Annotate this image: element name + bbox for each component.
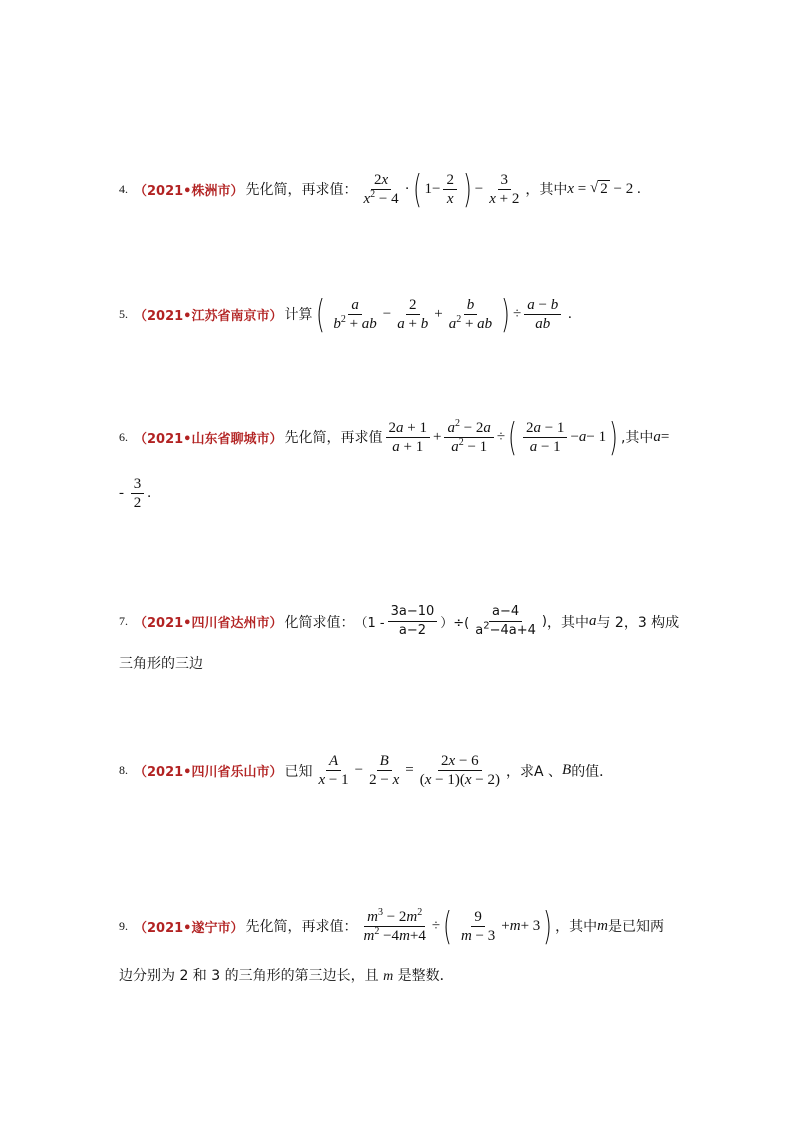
formula: （1 - $\frac{3a-10}{a-2}$ ）÷( $\frac{a-4}{a^2-4a+4}$ ) [354, 604, 547, 638]
problem-number: 8. [119, 763, 128, 777]
problem-text: 先化简，再求值： [245, 919, 358, 935]
formula-variable: B [562, 762, 572, 778]
problem-tail-2: 与 2，3 构成 [596, 614, 680, 631]
formula-variable: a [588, 613, 597, 629]
problem-7 [119, 603, 679, 640]
problem-4 [119, 167, 641, 211]
problem-source: （2021•遂宁市） [134, 920, 244, 936]
problem-tail: ，其中 [555, 919, 598, 935]
problem-number: 7. [119, 614, 128, 628]
formula: ( $\frac{a}{b^2 + ab}$ − $\frac{2}{a + b}$ + $\frac{b}{a^2 + ab}$ ) ÷ $\frac{a - b}{ab}$ . [315, 292, 572, 336]
problem-source: （2021•四川省乐山市） [134, 765, 283, 780]
formula-variable: a = [653, 428, 670, 445]
formula-variable: m [597, 917, 608, 934]
problem-7-continued: 三角形的三边 [119, 656, 203, 672]
formula: $\frac{2x}{x^2 - 4}$ · ( 1− $\frac{2}{x}$ ) − $\frac{3}{x + 2}$ [363, 167, 520, 211]
problem-number: 4. [119, 181, 128, 196]
problem-tail: ,其中 [620, 430, 654, 446]
problem-source: （2021•四川省达州市） [134, 616, 283, 631]
problem-tail: ，求A 、 [505, 763, 563, 780]
continued-text-2: 是整数． [393, 968, 454, 984]
formula: $\frac{2a + 1}{a + 1}$ + $\frac{a^2 - 2a}{a^2 - 1}$ ÷ ( $\frac{2a - 1}{a - 1}$ − a − 1 ) [383, 418, 621, 456]
problem-8 [119, 752, 613, 789]
problem-tail-2: 是已知两 [607, 919, 664, 935]
problem-5 [119, 292, 572, 336]
problem-number: 9. [119, 918, 128, 933]
problem-text: 先化简，再求值： [245, 182, 358, 198]
problem-6 [119, 415, 670, 459]
problem-source: （2021•株洲市） [134, 183, 244, 199]
formula: $\frac{A}{x - 1}$ − $\frac{B}{2 - x}$ = $\frac{2x - 6}{(x - 1)(x - 2)}$ [318, 753, 500, 788]
problem-source: （2021•江苏省南京市） [134, 308, 283, 324]
problem-number: 5. [119, 306, 128, 321]
problem-9 [119, 904, 664, 948]
formula-value: - $\frac{3}{2}$ . [119, 476, 151, 511]
problem-text: 已知 [284, 763, 313, 780]
problem-number: 6. [119, 429, 128, 444]
problem-9-continued [119, 965, 454, 985]
problem-text: 化简求值： [284, 614, 355, 631]
formula: $\frac{m^3 - 2m^2}{m^2 -4m+4}$ ÷ ( $\frac{9}{m - 3}$ + m + 3 ) [363, 904, 553, 948]
problem-6-continued [119, 475, 151, 512]
problem-text: 先化简，再求值 [284, 430, 383, 446]
problem-tail-2: 的值． [571, 763, 614, 780]
formula-condition: x = √ 2 − 2 . [567, 180, 641, 197]
problem-text: 计算 [284, 307, 313, 323]
problem-tail: ，其中 [546, 614, 589, 631]
problem-tail: ，其中 [525, 182, 568, 198]
continued-text: 边分别为 2 和 3 的三角形的第三边长，且 [119, 968, 384, 984]
problem-source: （2021•山东省聊城市） [134, 431, 283, 447]
formula-variable: m [383, 969, 394, 984]
